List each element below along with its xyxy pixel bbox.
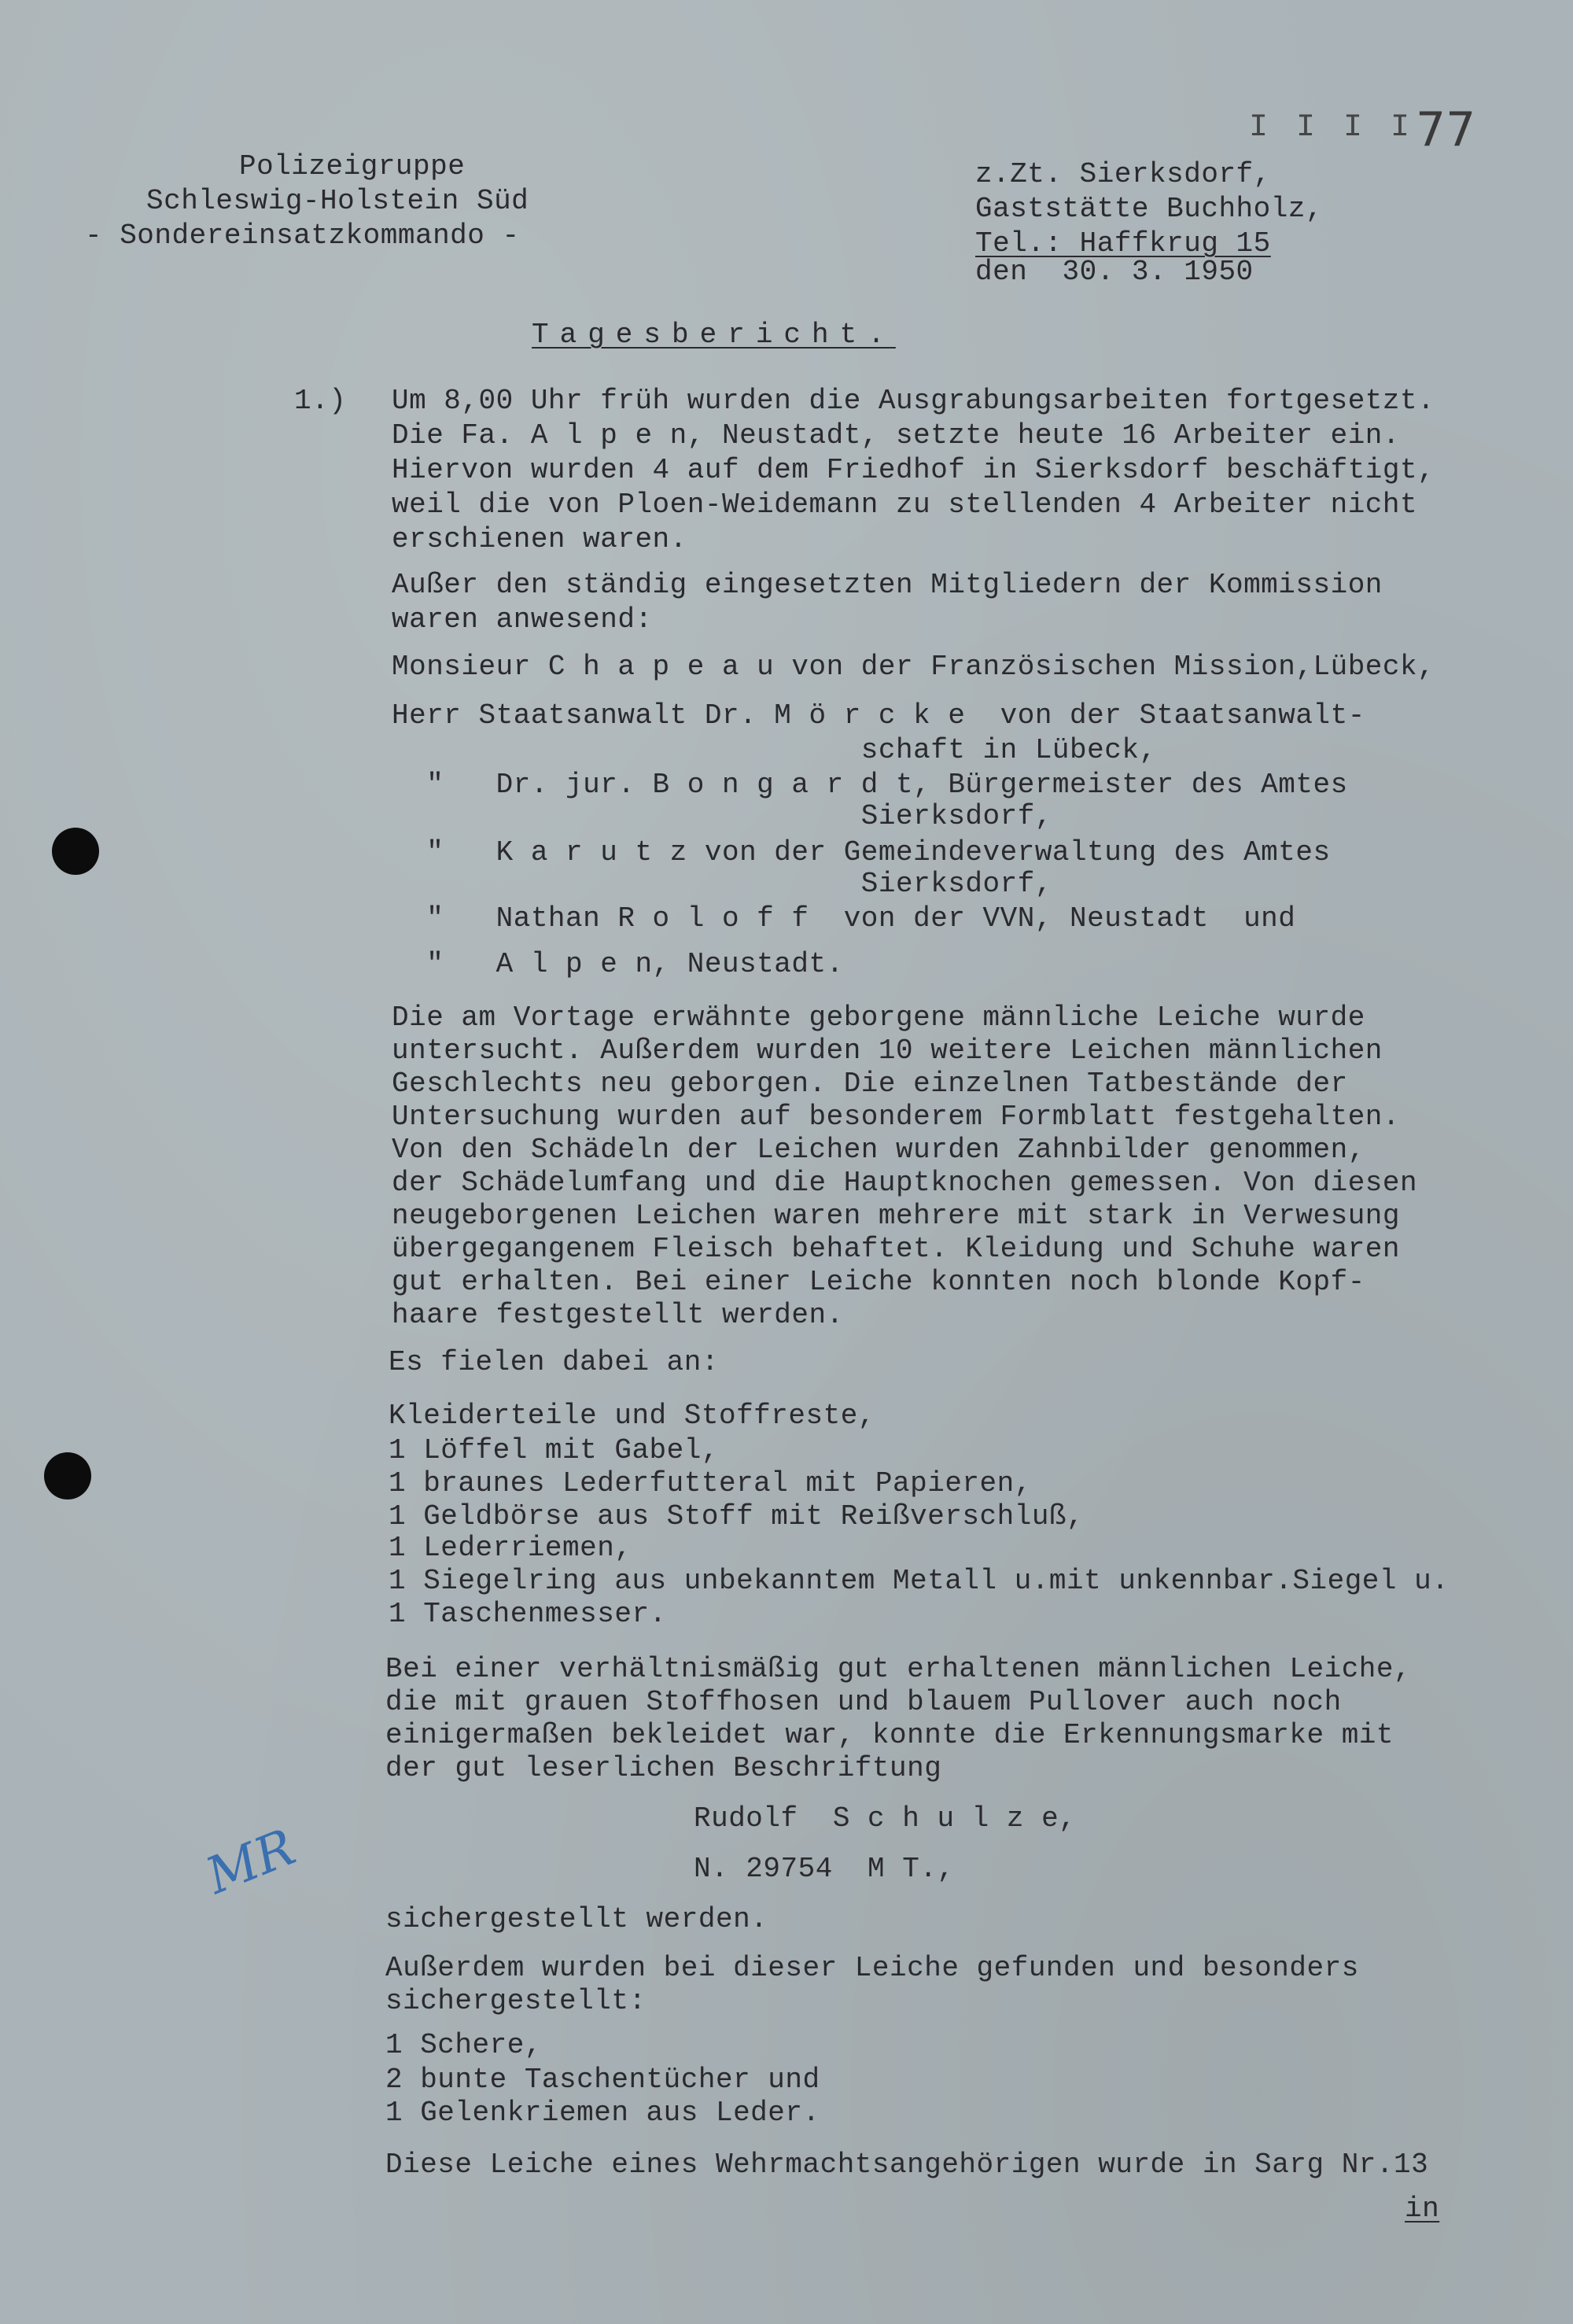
list-item: 1 Siegelring aus unbekanntem Metall u.mit unkennbar.Siegel u.: [389, 1565, 1450, 1597]
continuation-word: in: [1405, 2193, 1440, 2225]
text-line: Hiervon wurden 4 auf dem Friedhof in Sierksdorf beschäftigt,: [392, 454, 1435, 486]
identified-name: Rudolf S c h u l z e,: [694, 1802, 1077, 1835]
location-line: z.Zt. Sierksdorf,: [975, 158, 1271, 190]
text-line: Es fielen dabei an:: [389, 1346, 719, 1378]
attendee-line: schaft in Lübeck,: [392, 734, 1157, 766]
text-line: Bei einer verhältnismäßig gut erhaltenen männlichen Leiche,: [385, 1653, 1412, 1685]
list-item: 1 Schere,: [385, 2029, 542, 2061]
location-line: Gaststätte Buchholz,: [975, 193, 1324, 225]
attendee-line: " K a r u t z von der Gemeindeverwaltung des Amtes: [392, 836, 1331, 869]
text-line: übergegangenem Fleisch behaftet. Kleidung und Schuhe waren: [392, 1233, 1401, 1265]
text-line: der Schädelumfang und die Hauptknochen gemessen. Von diesen: [392, 1167, 1418, 1199]
text-line: Geschlechts neu geborgen. Die einzelnen Tatbestände der: [392, 1068, 1348, 1100]
list-item: 2 bunte Taschentücher und: [385, 2064, 820, 2096]
page-stamp: I I I I: [1249, 110, 1415, 146]
text-line: erschienen waren.: [392, 523, 687, 555]
attendee-line: Herr Staatsanwalt Dr. M ö r c k e von der Staatsanwalt-: [392, 699, 1365, 732]
text-line: Die Fa. A l p e n, Neustadt, setzte heute 16 Arbeiter ein.: [392, 419, 1401, 452]
attendee-line: Monsieur C h a p e a u von der Französischen Mission,Lübeck,: [392, 651, 1435, 683]
list-item: 1 Taschenmesser.: [389, 1598, 667, 1630]
item-number: 1.): [294, 385, 347, 417]
report-title: Tagesbericht.: [532, 319, 896, 351]
text-line: Um 8,00 Uhr früh wurden die Ausgrabungsarbeiten fortgesetzt.: [392, 385, 1435, 417]
list-item: 1 Löffel mit Gabel,: [389, 1434, 719, 1466]
closing-line: Diese Leiche eines Wehrmachtsangehörigen wurde in Sarg Nr.13: [385, 2149, 1429, 2181]
text-line: sichergestellt:: [385, 1985, 647, 2017]
sender-line: Schleswig-Holstein Süd: [146, 185, 529, 217]
sender-line: Polizeigruppe: [239, 150, 466, 183]
attendee-line: Sierksdorf,: [392, 868, 1052, 900]
text-line: der gut leserlichen Beschriftung: [385, 1752, 942, 1784]
text-line: Die am Vortage erwähnte geborgene männliche Leiche wurde: [392, 1002, 1365, 1034]
punch-hole-lower: [44, 1452, 91, 1500]
text-line: sichergestellt werden.: [385, 1903, 768, 1935]
date-line: den 30. 3. 1950: [975, 256, 1254, 288]
telephone-line: Tel.: Haffkrug 15: [975, 227, 1271, 260]
text-line: Untersuchung wurden auf besonderem Formblatt festgehalten.: [392, 1101, 1401, 1133]
attendee-line: " Nathan R o l o f f von der VVN, Neustadt und: [392, 902, 1296, 935]
list-item: Kleiderteile und Stoffreste,: [389, 1400, 875, 1432]
text-line: einigermaßen bekleidet war, konnte die Erkennungsmarke mit: [385, 1719, 1394, 1751]
page-number: 77: [1416, 102, 1476, 157]
attendee-line: Sierksdorf,: [392, 800, 1052, 832]
text-line: Von den Schädeln der Leichen wurden Zahnbilder genommen,: [392, 1134, 1365, 1166]
handwritten-initials: MR: [198, 1818, 304, 1906]
text-line: weil die von Ploen-Weidemann zu stellenden 4 Arbeiter nicht: [392, 489, 1418, 521]
text-line: haare festgestellt werden.: [392, 1299, 844, 1331]
list-item: 1 Gelenkriemen aus Leder.: [385, 2097, 820, 2129]
identification-tag-number: N. 29754 M T.,: [694, 1853, 955, 1885]
sender-line: - Sondereinsatzkommando -: [85, 219, 520, 252]
attendee-line: " A l p e n, Neustadt.: [392, 948, 844, 980]
attendee-line: " Dr. jur. B o n g a r d t, Bürgermeister des Amtes: [392, 769, 1348, 801]
list-item: 1 Geldbörse aus Stoff mit Reißverschluß,: [389, 1500, 1085, 1533]
text-line: untersucht. Außerdem wurden 10 weitere Leichen männlichen: [392, 1035, 1383, 1067]
text-line: neugeborgenen Leichen waren mehrere mit stark in Verwesung: [392, 1200, 1401, 1232]
text-line: Außer den ständig eingesetzten Mitgliedern der Kommission: [392, 569, 1383, 601]
text-line: die mit grauen Stoffhosen und blauem Pullover auch noch: [385, 1686, 1342, 1718]
text-line: Außerdem wurden bei dieser Leiche gefunden und besonders: [385, 1952, 1359, 1984]
text-line: waren anwesend:: [392, 603, 653, 636]
list-item: 1 Lederriemen,: [389, 1532, 632, 1564]
text-line: gut erhalten. Bei einer Leiche konnten noch blonde Kopf-: [392, 1266, 1365, 1298]
list-item: 1 braunes Lederfutteral mit Papieren,: [389, 1467, 1032, 1500]
punch-hole-upper: [52, 828, 99, 875]
